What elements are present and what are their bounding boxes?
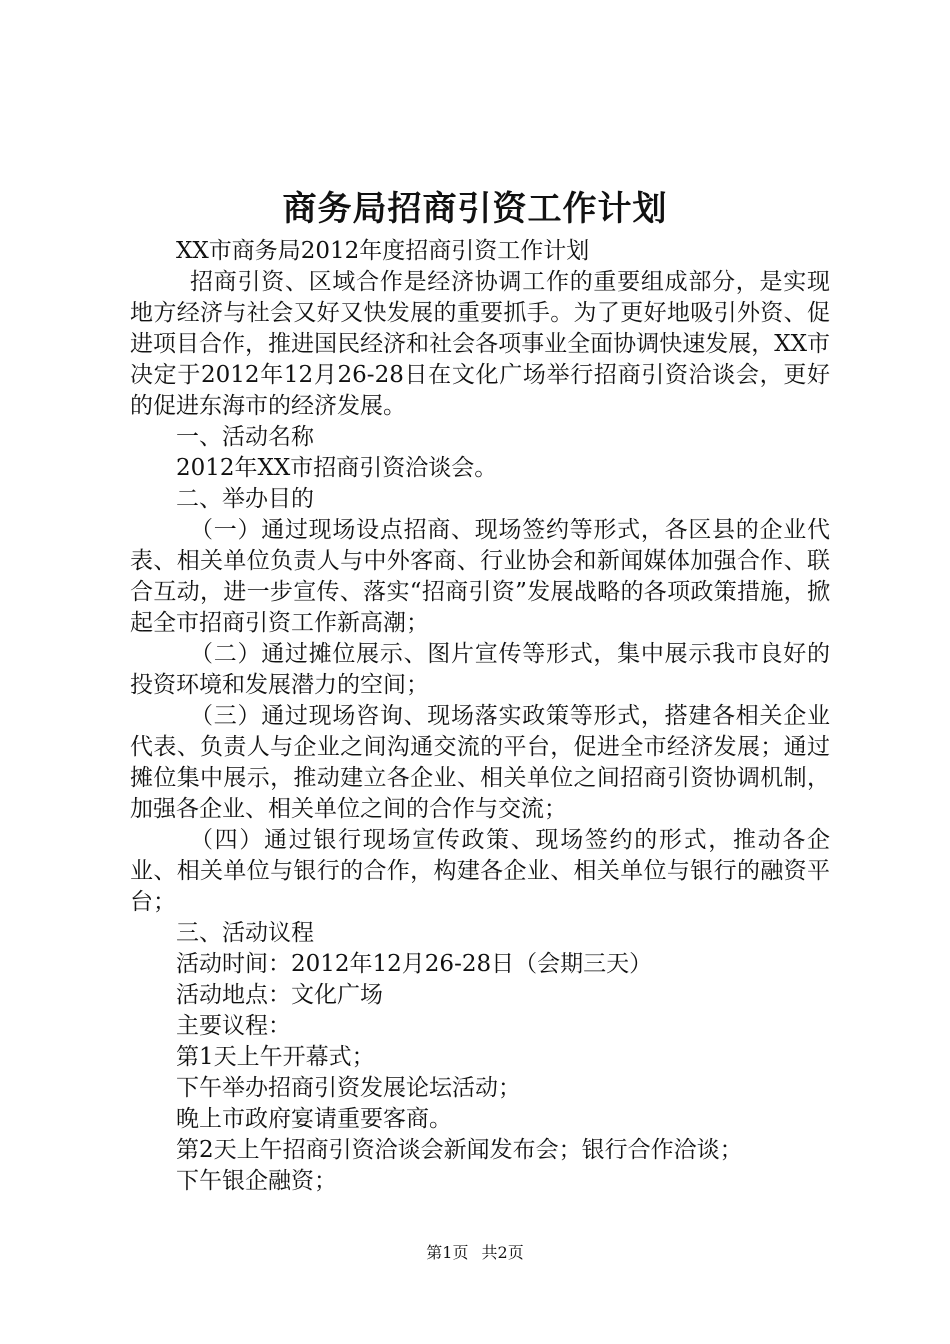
document-body bbox=[130, 236, 830, 1197]
page-number: 第1页 bbox=[426, 1243, 469, 1262]
paragraph: 三、活动议程 bbox=[176, 920, 314, 946]
paragraph: 主要议程： bbox=[176, 1013, 291, 1039]
paragraph: XX市商务局2012年度招商引资工作计划 bbox=[176, 238, 590, 264]
paragraph: 下午举办招商引资发展论坛活动； bbox=[176, 1075, 521, 1101]
paragraph: 活动时间：2012年12月26-28日（会期三天） bbox=[176, 951, 653, 977]
paragraph: （一）通过现场设点招商、现场签约等形式，各区县的企业代表、相关单位负责人与中外客商、行业协会和新闻媒体加强合作、联合互动，进一步宣传、落实“招商引资”发展战略的各项政策措施，掀起全市招商引资工作新高潮； bbox=[130, 517, 830, 636]
paragraph: 一、活动名称 bbox=[176, 424, 314, 450]
paragraph: 第2天上午招商引资洽谈会新闻发布会；银行合作洽谈； bbox=[176, 1137, 743, 1163]
page-footer bbox=[0, 1242, 950, 1264]
paragraph: 招商引资、区域合作是经济协调工作的重要组成部分，是实现地方经济与社会又好又快发展的重要抓手。为了更好地吸引外资、促进项目合作，推进国民经济和社会各项事业全面协调快速发展，XX市决定于2012年12月26-28日在文化广场举行招商引资洽谈会，更好的促进东海市的经济发展。 bbox=[130, 269, 830, 419]
paragraph: （二）通过摊位展示、图片宣传等形式，集中展示我市良好的投资环境和发展潜力的空间； bbox=[130, 641, 830, 698]
paragraph: 下午银企融资； bbox=[176, 1168, 337, 1194]
page-total: 共2页 bbox=[481, 1243, 524, 1262]
paragraph: 第1天上午开幕式； bbox=[176, 1044, 375, 1070]
paragraph: 2012年XX市招商引资洽谈会。 bbox=[176, 455, 498, 481]
paragraph: 晚上市政府宴请重要客商。 bbox=[176, 1106, 452, 1132]
paragraph: 活动地点：文化广场 bbox=[176, 982, 383, 1008]
document-title: 商务局招商引资工作计划 bbox=[282, 189, 668, 229]
paragraph: 二、举办目的 bbox=[176, 486, 314, 512]
paragraph: （四）通过银行现场宣传政策、现场签约的形式，推动各企业、相关单位与银行的合作，构建各企业、相关单位与银行的融资平台； bbox=[130, 827, 830, 915]
paragraph: （三）通过现场咨询、现场落实政策等形式，搭建各相关企业代表、负责人与企业之间沟通交流的平台，促进全市经济发展；通过摊位集中展示，推动建立各企业、相关单位之间招商引资协调机制，加强各企业、相关单位之间的合作与交流； bbox=[130, 703, 830, 822]
